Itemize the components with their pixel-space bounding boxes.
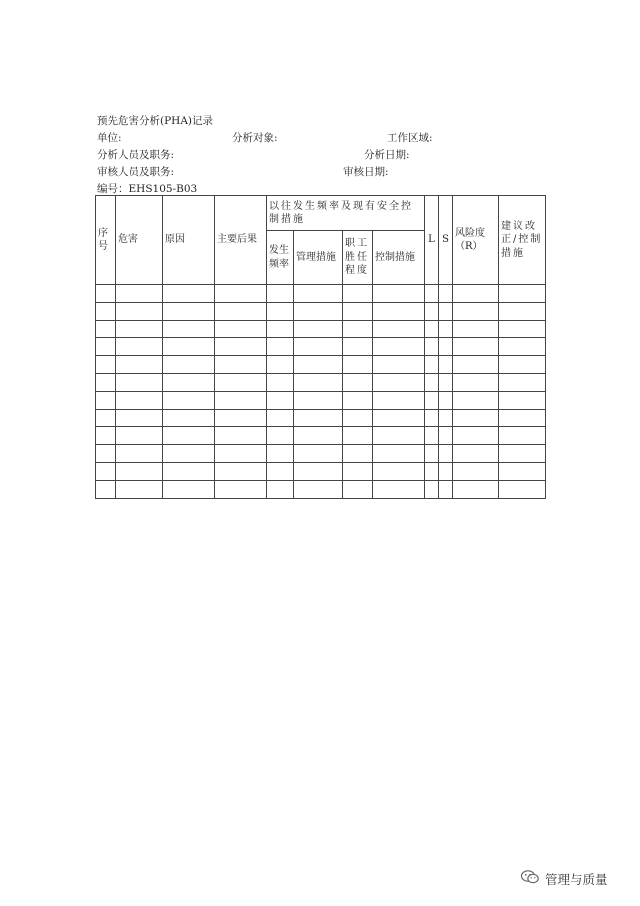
table-cell[interactable]: [267, 285, 294, 303]
table-cell[interactable]: [453, 302, 499, 320]
watermark: [520, 869, 608, 888]
table-cell[interactable]: [499, 480, 546, 498]
table-cell[interactable]: [343, 409, 373, 427]
table-cell[interactable]: [373, 391, 425, 409]
table-cell[interactable]: [116, 373, 163, 391]
header-existing-controls: 以往发生频率及现有安全控制措施: [267, 196, 425, 231]
watermark-text: 管理与质量: [545, 871, 608, 887]
table-cell[interactable]: [439, 462, 453, 480]
table-cell[interactable]: [116, 480, 163, 498]
table-cell[interactable]: [439, 302, 453, 320]
table-cell[interactable]: [163, 320, 215, 338]
table-cell[interactable]: [267, 356, 294, 374]
header-s: S: [439, 196, 453, 285]
header-row-1: [96, 196, 546, 231]
table-cell[interactable]: [96, 391, 116, 409]
table-cell[interactable]: [294, 302, 343, 320]
table-row: [96, 356, 546, 374]
table-cell[interactable]: [453, 409, 499, 427]
analyst-label: 分析人员及职务:: [97, 149, 175, 161]
table-cell[interactable]: [294, 391, 343, 409]
table-cell[interactable]: [439, 320, 453, 338]
table-cell[interactable]: [343, 356, 373, 374]
table-cell[interactable]: [267, 480, 294, 498]
table-cell[interactable]: [343, 462, 373, 480]
table-cell[interactable]: [215, 409, 267, 427]
table-cell[interactable]: [96, 409, 116, 427]
wechat-icon: [520, 869, 545, 888]
table-cell[interactable]: [294, 409, 343, 427]
table-cell[interactable]: [267, 409, 294, 427]
analysis-date-label: 分析日期:: [364, 149, 410, 161]
table-cell[interactable]: [294, 285, 343, 303]
table-cell[interactable]: [267, 320, 294, 338]
table-cell[interactable]: [425, 338, 439, 356]
table-cell[interactable]: [373, 462, 425, 480]
table-cell[interactable]: [96, 338, 116, 356]
table-cell[interactable]: [453, 320, 499, 338]
table-cell[interactable]: [425, 391, 439, 409]
table-cell[interactable]: [373, 285, 425, 303]
table-cell[interactable]: [96, 480, 116, 498]
table-cell[interactable]: [499, 445, 546, 463]
table-cell[interactable]: [453, 391, 499, 409]
table-cell[interactable]: [163, 409, 215, 427]
table-cell[interactable]: [499, 409, 546, 427]
object-label: 分析对象:: [232, 132, 278, 144]
table-cell[interactable]: [425, 302, 439, 320]
reviewer-label: 审核人员及职务:: [97, 166, 175, 178]
table-cell[interactable]: [499, 285, 546, 303]
table-cell[interactable]: [163, 285, 215, 303]
table-cell[interactable]: [294, 338, 343, 356]
table-cell[interactable]: [425, 427, 439, 445]
table-cell[interactable]: [439, 445, 453, 463]
table-cell[interactable]: [343, 285, 373, 303]
table-cell[interactable]: [425, 409, 439, 427]
table-cell[interactable]: [439, 427, 453, 445]
table-cell[interactable]: [373, 320, 425, 338]
table-cell[interactable]: [163, 462, 215, 480]
table-cell[interactable]: [439, 338, 453, 356]
subheader-awareness: 职工胜任程度: [343, 231, 373, 285]
header-risk: 风险度（R）: [453, 196, 499, 285]
table-row: [96, 373, 546, 391]
table-cell[interactable]: [215, 445, 267, 463]
table-cell[interactable]: [116, 338, 163, 356]
table-cell[interactable]: [267, 462, 294, 480]
subheader-management: 管理措施: [294, 231, 343, 285]
table-cell[interactable]: [499, 338, 546, 356]
table-cell[interactable]: [499, 373, 546, 391]
table-cell[interactable]: [343, 302, 373, 320]
table-cell[interactable]: [163, 373, 215, 391]
table-cell[interactable]: [425, 356, 439, 374]
table-cell[interactable]: [425, 462, 439, 480]
table-cell[interactable]: [96, 445, 116, 463]
table-cell[interactable]: [499, 462, 546, 480]
table-cell[interactable]: [373, 409, 425, 427]
table-cell[interactable]: [215, 373, 267, 391]
table-cell[interactable]: [343, 373, 373, 391]
table-cell[interactable]: [343, 445, 373, 463]
table-cell[interactable]: [373, 480, 425, 498]
subheader-frequency: 发生频率: [267, 231, 294, 285]
table-cell[interactable]: [294, 480, 343, 498]
table-cell[interactable]: [215, 391, 267, 409]
table-row: [96, 391, 546, 409]
table-cell[interactable]: [267, 391, 294, 409]
table-cell[interactable]: [439, 356, 453, 374]
table-cell[interactable]: [453, 373, 499, 391]
table-cell[interactable]: [116, 356, 163, 374]
table-cell[interactable]: [96, 373, 116, 391]
table-cell[interactable]: [163, 302, 215, 320]
table-cell[interactable]: [267, 427, 294, 445]
table-cell[interactable]: [116, 445, 163, 463]
table-cell[interactable]: [453, 480, 499, 498]
table-cell[interactable]: [373, 356, 425, 374]
table-cell[interactable]: [343, 338, 373, 356]
table-row: [96, 462, 546, 480]
table-cell[interactable]: [116, 320, 163, 338]
table-cell[interactable]: [373, 302, 425, 320]
table-cell[interactable]: [425, 373, 439, 391]
table-cell[interactable]: [499, 320, 546, 338]
doc-title: 预先危害分析(PHA)记录: [97, 115, 213, 127]
table-cell[interactable]: [373, 427, 425, 445]
table-cell[interactable]: [96, 302, 116, 320]
table-cell[interactable]: [163, 427, 215, 445]
table-cell[interactable]: [373, 338, 425, 356]
table-cell[interactable]: [267, 445, 294, 463]
table-cell[interactable]: [116, 462, 163, 480]
table-cell[interactable]: [267, 302, 294, 320]
table-cell[interactable]: [96, 356, 116, 374]
area-label: 工作区域:: [387, 132, 433, 144]
table-cell[interactable]: [294, 462, 343, 480]
table-cell[interactable]: [116, 285, 163, 303]
document-code: 编号：EHS105-B03: [97, 183, 198, 195]
table-cell[interactable]: [116, 391, 163, 409]
table-cell[interactable]: [453, 285, 499, 303]
table-cell[interactable]: [163, 480, 215, 498]
table-cell[interactable]: [343, 391, 373, 409]
table-cell[interactable]: [439, 285, 453, 303]
table-cell[interactable]: [215, 462, 267, 480]
header-seq: 序号: [96, 196, 116, 285]
table-row: [96, 427, 546, 445]
table-cell[interactable]: [425, 445, 439, 463]
header-suggestion: 建议改正/控制措施: [499, 196, 546, 285]
table-cell[interactable]: [294, 445, 343, 463]
table-cell[interactable]: [215, 356, 267, 374]
table-row: [96, 338, 546, 356]
table-cell[interactable]: [439, 409, 453, 427]
table-cell[interactable]: [163, 391, 215, 409]
table-cell[interactable]: [499, 356, 546, 374]
table-cell[interactable]: [96, 285, 116, 303]
table-cell[interactable]: [373, 373, 425, 391]
table-cell[interactable]: [343, 320, 373, 338]
table-row: [96, 320, 546, 338]
table-cell[interactable]: [453, 356, 499, 374]
table-cell[interactable]: [96, 427, 116, 445]
table-cell[interactable]: [294, 373, 343, 391]
table-cell[interactable]: [96, 462, 116, 480]
table-cell[interactable]: [453, 338, 499, 356]
header-hazard: 危害: [116, 196, 163, 285]
table-cell[interactable]: [439, 480, 453, 498]
table-cell[interactable]: [294, 356, 343, 374]
table-cell[interactable]: [163, 338, 215, 356]
review-date-label: 审核日期:: [343, 166, 389, 178]
header-l: L: [425, 196, 439, 285]
table-cell[interactable]: [96, 320, 116, 338]
table-cell[interactable]: [215, 480, 267, 498]
table-cell[interactable]: [425, 320, 439, 338]
table-cell[interactable]: [499, 427, 546, 445]
table-cell[interactable]: [373, 445, 425, 463]
table-cell[interactable]: [499, 302, 546, 320]
table-cell[interactable]: [163, 445, 215, 463]
table-row: [96, 285, 546, 303]
table-cell[interactable]: [439, 373, 453, 391]
table-row: [96, 409, 546, 427]
table-cell[interactable]: [116, 302, 163, 320]
table-cell[interactable]: [215, 285, 267, 303]
table-cell[interactable]: [425, 480, 439, 498]
header-consequence: 主要后果: [215, 196, 267, 285]
table-cell[interactable]: [215, 320, 267, 338]
table-cell[interactable]: [163, 356, 215, 374]
table-row: [96, 302, 546, 320]
table-cell[interactable]: [267, 338, 294, 356]
table-cell[interactable]: [343, 427, 373, 445]
subheader-control: 控制措施: [373, 231, 425, 285]
table-cell[interactable]: [453, 445, 499, 463]
table-cell[interactable]: [294, 320, 343, 338]
table-cell[interactable]: [116, 409, 163, 427]
table-cell[interactable]: [453, 427, 499, 445]
table-cell[interactable]: [215, 427, 267, 445]
table-cell[interactable]: [294, 427, 343, 445]
table-cell[interactable]: [116, 427, 163, 445]
table-cell[interactable]: [453, 462, 499, 480]
table-row: [96, 480, 546, 498]
table-cell[interactable]: [499, 391, 546, 409]
table-cell[interactable]: [215, 302, 267, 320]
pha-record-table: [95, 195, 546, 499]
unit-label: 单位:: [97, 132, 122, 144]
table-row: [96, 445, 546, 463]
table-cell[interactable]: [343, 480, 373, 498]
header-cause: 原因: [163, 196, 215, 285]
table-cell[interactable]: [215, 338, 267, 356]
table-cell[interactable]: [267, 373, 294, 391]
table-cell[interactable]: [439, 391, 453, 409]
table-cell[interactable]: [425, 285, 439, 303]
